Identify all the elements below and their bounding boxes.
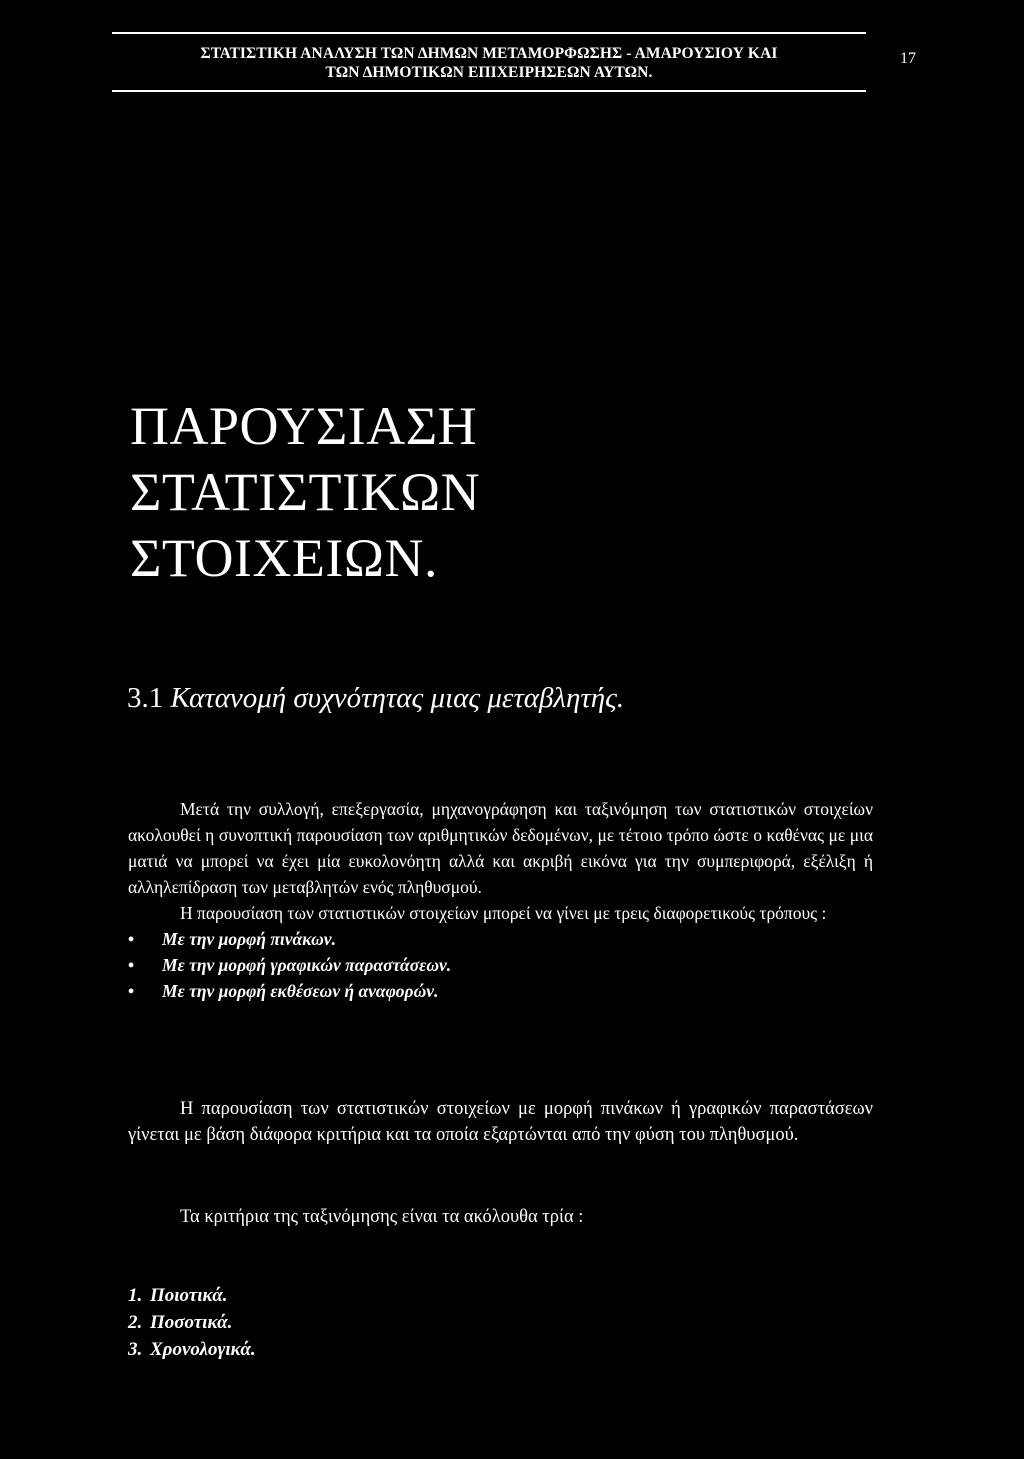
list-item: 2. Ποσοτικά.: [128, 1312, 233, 1333]
bullet-icon: •: [128, 955, 135, 975]
header-title-line-1: ΣΤΑΤΙΣΤΙΚΗ ΑΝΑΛΥΣΗ ΤΩΝ ΔΗΜΩΝ ΜΕΤΑΜΟΡΦΩΣΗΣ - ΑΜΑΡΟΥΣΙΟΥ ΚΑΙ: [200, 45, 778, 62]
section-number: 3.1: [127, 682, 164, 714]
list-item: 1. Ποιοτικά.: [128, 1285, 228, 1306]
paragraph-presentation-methods: Η παρουσίαση των στατιστικών στοιχείων μπορεί να γίνει με τρεις διαφορετικούς τρόπους :: [180, 903, 827, 923]
criteria-paragraph-block: [128, 1096, 873, 1148]
chapter-title-line-1: ΠΑΡΟΥΣΙΑΣΗ: [130, 396, 478, 456]
header-bottom-rule: [112, 90, 866, 92]
chapter-title-line-2: ΣΤΑΤΙΣΤΙΚΩΝ: [130, 462, 481, 522]
intro-block: [128, 796, 873, 1004]
page-number: 17: [900, 50, 916, 67]
presentation-methods-list: [128, 926, 873, 1004]
list-item: 3. Χρονολογικά.: [128, 1339, 256, 1360]
list-item: • Με την μορφή εκθέσεων ή αναφορών.: [128, 978, 873, 1004]
criteria-intro: Τα κριτήρια της ταξινόμησης είναι τα ακόλουθα τρία :: [180, 1207, 584, 1227]
header-top-rule: [112, 32, 866, 34]
header-title-line-2: ΤΩΝ ΔΗΜΟΤΙΚΩΝ ΕΠΙΧΕΙΡΗΣΕΩΝ ΑΥΤΩΝ.: [325, 64, 653, 81]
paragraph-summary: Μετά την συλλογή, επεξεργασία, μηχανογράφηση και ταξινόμηση των στατιστικών στοιχείων ακολουθεί η συνοπτική παρουσίαση των αριθμητικών δεδομένων, με τέτοιο τρόπο ώστε ο καθένας με μια ματιά να μπορεί να έχει μία ευκολονόητη αλλά και ακριβή εικόνα για την συμπεριφορά, εξέλιξη ή αλληλεπίδραση των μεταβλητών ενός πληθυσμού.: [128, 799, 873, 897]
chapter-title-line-3: ΣΤΟΙΧΕΙΩΝ.: [130, 528, 439, 588]
section-heading: [127, 680, 624, 716]
chapter-title: [130, 393, 480, 591]
list-item: • Με την μορφή γραφικών παραστάσεων.: [128, 952, 873, 978]
running-header: [112, 32, 866, 92]
paragraph-criteria: Η παρουσίαση των στατιστικών στοιχείων με μορφή πινάκων ή γραφικών παραστάσεων γίνεται με βάση διάφορα κριτήρια και τα οποία εξαρτώνται από την φύση του πληθυσμού.: [128, 1099, 873, 1145]
criteria-list: [128, 1282, 256, 1363]
list-item: • Με την μορφή πινάκων.: [128, 926, 873, 952]
bullet-icon: •: [128, 981, 135, 1001]
section-title: Κατανομή συχνότητας μιας μεταβλητής.: [170, 682, 625, 714]
bullet-icon: •: [128, 929, 135, 949]
